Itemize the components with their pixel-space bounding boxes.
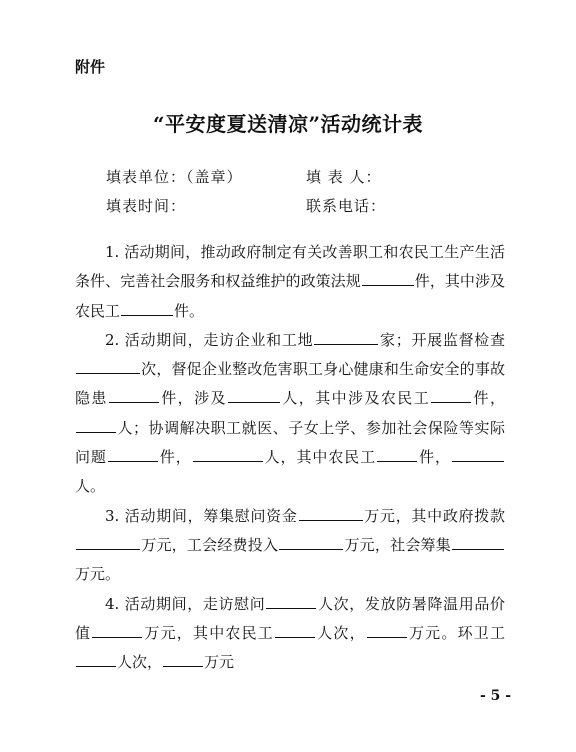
fill-blank[interactable] — [76, 416, 116, 433]
fill-blank[interactable] — [76, 357, 140, 374]
time-field-label: 填表时间： — [106, 197, 187, 215]
phone-field-label: 联系电话： — [306, 197, 387, 215]
text-segment: 人次，发放防暑降温用品价值 — [75, 594, 505, 642]
person-field-label: 填 表 人： — [306, 168, 382, 186]
text-segment: 万元 — [204, 653, 235, 672]
fill-blank[interactable] — [228, 386, 280, 403]
paragraph-4 — [75, 590, 505, 678]
fill-blank[interactable] — [452, 445, 504, 462]
text-segment: 人次， — [315, 623, 366, 642]
statistics-body — [75, 238, 505, 677]
fill-blank[interactable] — [275, 621, 315, 638]
document-title: “平安度夏送清凉”活动统计表 — [152, 112, 423, 136]
fill-blank[interactable] — [109, 386, 159, 403]
fill-blank[interactable] — [76, 533, 140, 550]
text-segment: 人，其中涉及农民工 — [280, 389, 431, 408]
fill-blank[interactable] — [92, 621, 142, 638]
fill-blank[interactable] — [121, 299, 173, 316]
fill-blank[interactable] — [108, 445, 158, 462]
paragraph-1 — [75, 238, 505, 326]
text-segment: 3. 活动期间，筹集慰问资金 — [105, 506, 298, 525]
text-segment: 万元，社会筹集 — [344, 535, 451, 554]
paragraph-2 — [75, 326, 505, 502]
text-segment: 件，涉及 — [159, 389, 227, 408]
fill-blank[interactable] — [163, 650, 203, 667]
fill-blank[interactable] — [431, 386, 471, 403]
text-segment: 件，其中涉及农民工 — [75, 272, 505, 320]
text-segment: 件， — [418, 448, 451, 467]
text-segment: 件， — [472, 389, 505, 408]
fill-blank[interactable] — [193, 445, 263, 462]
paragraph-3 — [75, 502, 505, 590]
text-segment: 家；开展监督检查 — [379, 330, 505, 349]
text-segment: 万元，工会经费投入 — [141, 535, 279, 554]
attachment-label: 附件 — [75, 58, 106, 76]
text-segment: 万元。环卫工 — [407, 623, 505, 642]
text-segment: 万元，其中政府拨款 — [363, 506, 505, 525]
text-segment: 万元。 — [75, 565, 121, 584]
fill-blank[interactable] — [377, 445, 417, 462]
text-segment: 次，督促企业整改危害职工身心健康和生命安全的事故隐患 — [75, 360, 505, 408]
text-segment: 人。 — [75, 477, 106, 496]
text-segment: 人；协调解决职工就医、子女上学、参加社会保险等实际问题 — [75, 418, 505, 467]
text-segment: 2. 活动期间，走访企业和工地 — [105, 330, 314, 349]
fill-blank[interactable] — [279, 533, 343, 550]
fill-blank[interactable] — [452, 533, 504, 550]
unit-field-label: 填表单位：（盖章） — [106, 168, 243, 186]
fill-blank[interactable] — [362, 269, 414, 286]
text-segment: 人，其中农民工 — [263, 448, 377, 467]
text-segment: 人次， — [117, 653, 163, 672]
text-segment: 万元，其中农民工 — [143, 623, 274, 642]
page-number: - 5 - — [480, 688, 512, 704]
fill-blank[interactable] — [266, 592, 316, 609]
fill-blank[interactable] — [314, 328, 378, 345]
text-segment: 件。 — [174, 301, 205, 320]
fill-blank[interactable] — [299, 504, 363, 521]
fill-blank[interactable] — [367, 621, 407, 638]
text-segment: 件， — [158, 448, 192, 467]
text-segment: 4. 活动期间，走访慰问 — [105, 594, 266, 613]
text-segment: 1. 活动期间，推动政府制定有关改善职工和农民工生产生活条件、完善社会服务和权益维护的政策法规 — [75, 243, 505, 291]
fill-blank[interactable] — [76, 650, 116, 667]
